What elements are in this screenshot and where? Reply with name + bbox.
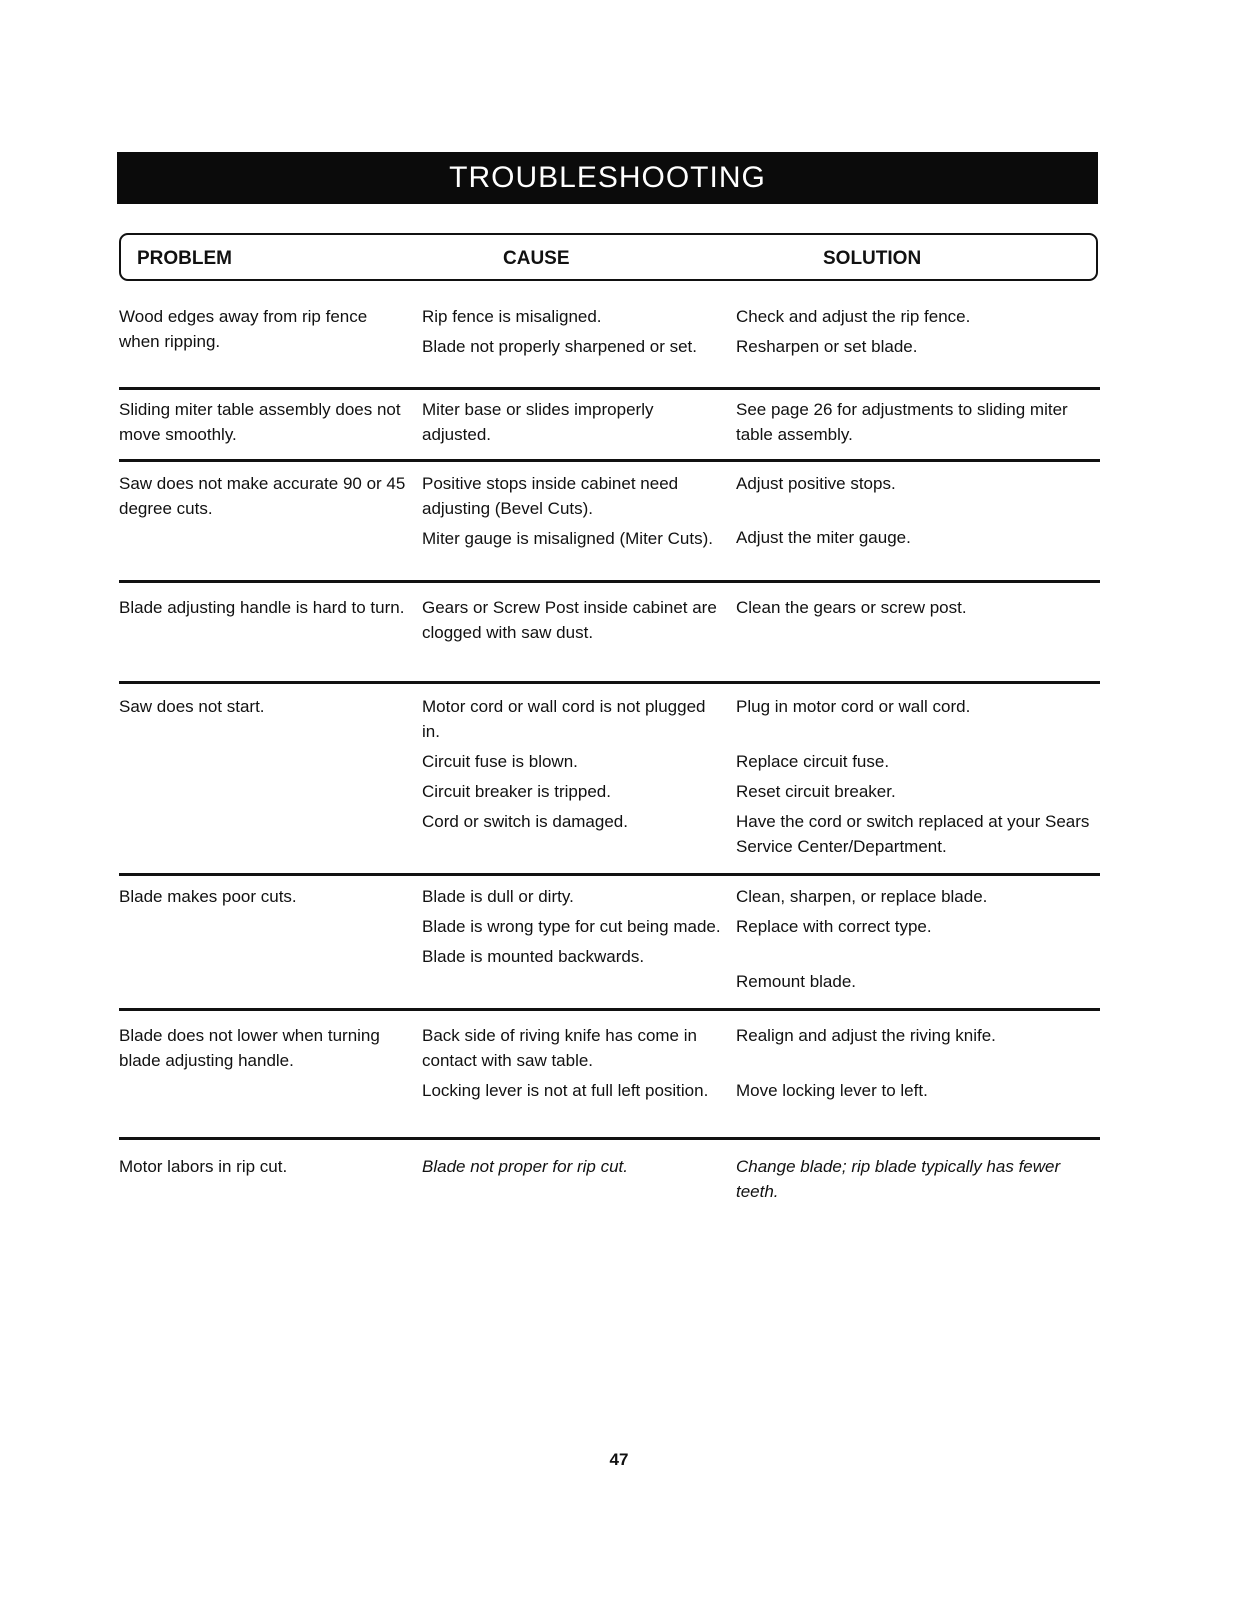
solution-cell — [736, 304, 1096, 364]
page-number: 47 — [609, 1450, 629, 1469]
cause-item: Miter gauge is misaligned (Miter Cuts). — [422, 529, 713, 548]
solution-item: Clean the gears or screw post. — [736, 598, 967, 617]
solution-item: Reset circuit breaker. — [736, 782, 896, 801]
cause-item: Blade not properly sharpened or set. — [422, 337, 698, 356]
cause-item: Rip fence is misaligned. — [422, 307, 602, 326]
problem-cell: Blade does not lower when turning blade adjusting handle. — [119, 1026, 380, 1070]
solution-item: Have the cord or switch replaced at your Sears Service Center/Department. — [736, 812, 1090, 856]
cause-item: Blade is wrong type for cut being made. — [422, 917, 721, 936]
cause-cell — [422, 884, 722, 974]
solution-item: Resharpen or set blade. — [736, 337, 918, 356]
column-header-cause: CAUSE — [503, 248, 570, 269]
solution-item: See page 26 for adjustments to sliding miter table assembly. — [736, 400, 1068, 444]
row-divider — [119, 459, 1100, 462]
cause-item: Cord or switch is damaged. — [422, 812, 628, 831]
cause-cell — [422, 1023, 722, 1108]
problem-cell: Saw does not make accurate 90 or 45 degree cuts. — [119, 474, 406, 518]
cause-item: Back side of riving knife has come in contact with saw table. — [422, 1026, 697, 1070]
row-divider — [119, 681, 1100, 684]
solution-item: Realign and adjust the riving knife. — [736, 1026, 996, 1045]
problem-cell: Saw does not start. — [119, 697, 265, 716]
solution-item: Clean, sharpen, or replace blade. — [736, 887, 988, 906]
cause-cell — [422, 397, 722, 452]
cause-cell — [422, 595, 722, 650]
cause-item: Locking lever is not at full left position. — [422, 1081, 709, 1100]
problem-cell: Motor labors in rip cut. — [119, 1157, 288, 1176]
cause-item: Miter base or slides improperly adjusted. — [422, 400, 654, 444]
solution-cell — [736, 694, 1096, 864]
row-divider — [119, 873, 1100, 876]
cause-cell — [422, 1154, 722, 1184]
row-divider — [119, 387, 1100, 390]
solution-item: Replace with correct type. — [736, 917, 932, 936]
solution-item: Move locking lever to left. — [736, 1081, 928, 1100]
cause-item: Circuit breaker is tripped. — [422, 782, 611, 801]
solution-item: Check and adjust the rip fence. — [736, 307, 971, 326]
solution-cell — [736, 471, 1096, 555]
column-header-problem: PROBLEM — [137, 248, 232, 269]
solution-item: Adjust the miter gauge. — [736, 528, 911, 547]
problem-cell: Wood edges away from rip fence when ripping. — [119, 307, 368, 351]
cause-item: Blade not proper for rip cut. — [422, 1157, 629, 1176]
cause-item: Blade is mounted backwards. — [422, 947, 645, 966]
solution-item: Remount blade. — [736, 972, 857, 991]
solution-item: Adjust positive stops. — [736, 474, 896, 493]
row-divider — [119, 580, 1100, 583]
cause-item: Gears or Screw Post inside cabinet are clogged with saw dust. — [422, 598, 717, 642]
cause-cell — [422, 304, 722, 364]
row-divider — [119, 1137, 1100, 1140]
cause-item: Blade is dull or dirty. — [422, 887, 574, 906]
cause-item: Circuit fuse is blown. — [422, 752, 578, 771]
cause-cell — [422, 694, 722, 839]
solution-item: Replace circuit fuse. — [736, 752, 890, 771]
problem-cell: Blade makes poor cuts. — [119, 887, 297, 906]
table-header — [119, 233, 1098, 281]
cause-cell — [422, 471, 722, 556]
solution-cell — [736, 1023, 1096, 1108]
solution-cell — [736, 595, 1096, 625]
solution-item: Plug in motor cord or wall cord. — [736, 697, 971, 716]
cause-item: Motor cord or wall cord is not plugged in. — [422, 697, 706, 741]
solution-item: Change blade; rip blade typically has fewer teeth. — [736, 1157, 1061, 1201]
column-header-solution: SOLUTION — [823, 248, 922, 269]
problem-cell: Sliding miter table assembly does not move smoothly. — [119, 400, 401, 444]
cause-item: Positive stops inside cabinet need adjusting (Bevel Cuts). — [422, 474, 679, 518]
row-divider — [119, 1008, 1100, 1011]
solution-cell — [736, 1154, 1096, 1209]
solution-cell — [736, 397, 1096, 452]
page-title: TROUBLESHOOTING — [117, 152, 1098, 204]
problem-cell: Blade adjusting handle is hard to turn. — [119, 598, 405, 617]
solution-cell — [736, 884, 1096, 999]
